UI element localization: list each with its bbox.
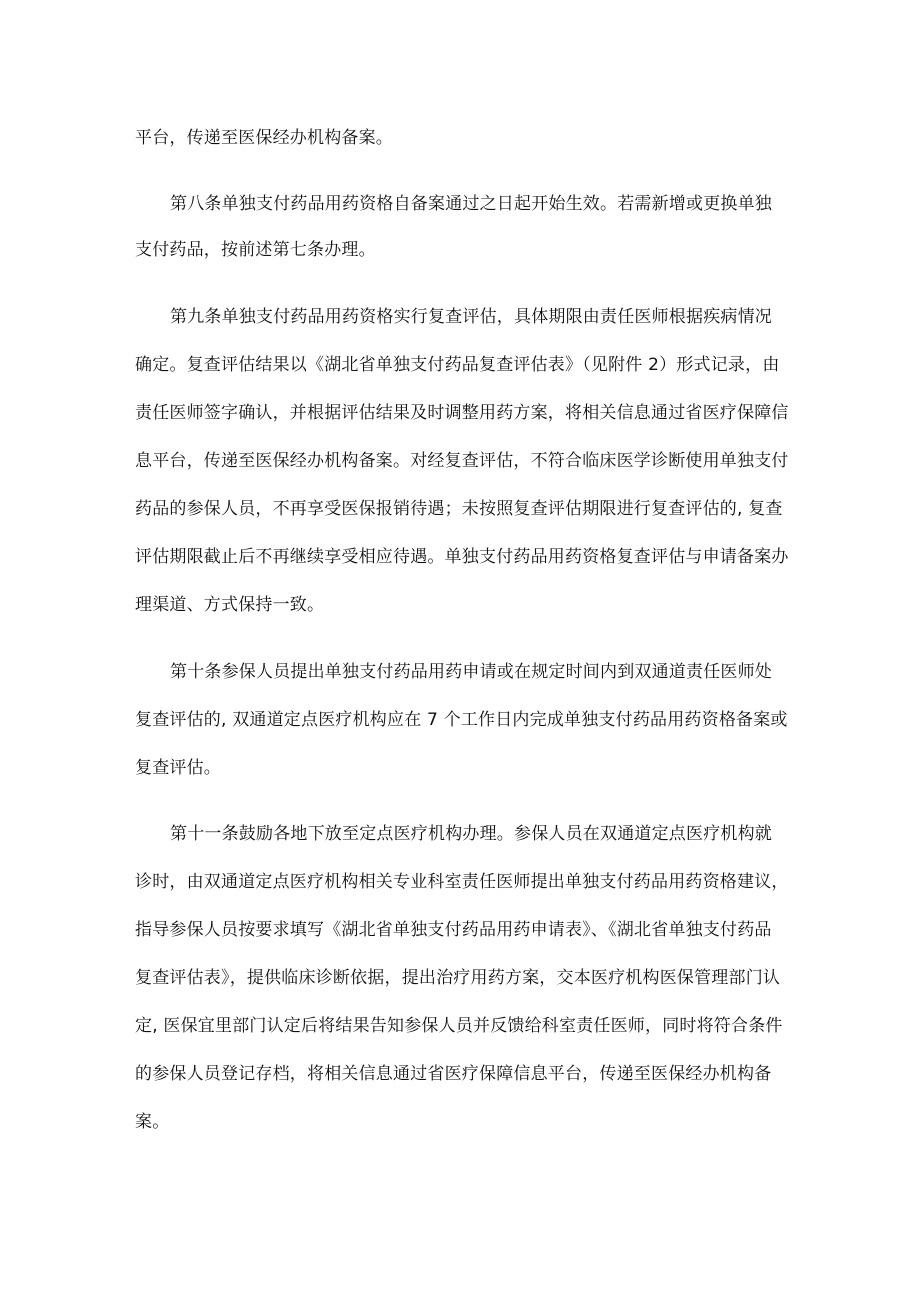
text-line: 评估期限截止后不再继续享受相应待遇。单独支付药品用药资格复查评估与申请备案办 <box>135 547 789 567</box>
text-line: 案。 <box>135 1112 170 1132</box>
text-line: 责任医师签字确认，并根据评估结果及时调整用药方案，将相关信息通过省医疗保障信 <box>135 403 789 423</box>
text-line: 平台，传递至医保经办机构备案。 <box>135 128 393 148</box>
text-line: 第十条参保人员提出单独支付药品用药申请或在规定时间内到双通道责任医师处 <box>170 662 772 682</box>
text-line: 定, 医保宜里部门认定后将结果告知参保人员并反馈给科室责任医师，同时将符合条件 <box>135 1016 783 1036</box>
text-line: 第九条单独支付药品用药资格实行复查评估，具体期限由责任医师根据疾病情况 <box>170 307 772 327</box>
text-line: 确定。复查评估结果以《湖北省单独支付药品复查评估表》（见附件 2）形式记录，由 <box>135 355 780 375</box>
text-line: 支付药品，按前述第七条办理。 <box>135 240 376 260</box>
text-line: 理渠道、方式保持一致。 <box>135 595 325 615</box>
text-line: 药品的参保人员，不再享受医保报销待遇；未按照复查评估期限进行复查评估的, 复查 <box>135 499 783 519</box>
text-line: 诊时，由双通道定点医疗机构相关专业科室责任医师提出单独支付药品用药资格建议， <box>135 872 789 892</box>
text-line: 复查评估表》，提供临床诊断依据，提出治疗用药方案，交本医疗机构医保管理部门认 <box>135 968 781 988</box>
text-line: 指导参保人员按要求填写《湖北省单独支付药品用药申请表》、《湖北省单独支付药品 <box>135 920 772 940</box>
text-line: 的参保人员登记存档，将相关信息通过省医疗保障信息平台，传递至医保经办机构备 <box>135 1064 772 1084</box>
text-line: 复查评估。 <box>135 758 221 778</box>
text-line: 复查评估的, 双通道定点医疗机构应在 7 个工作日内完成单独支付药品用药资格备案或 <box>135 710 788 730</box>
text-line: 第八条单独支付药品用药资格自备案通过之日起开始生效。若需新增或更换单独 <box>170 194 772 214</box>
text-line: 息平台，传递至医保经办机构备案。对经复查评估，不符合临床医学诊断使用单独支付 <box>135 451 789 471</box>
text-line: 第十一条鼓励各地下放至定点医疗机构办理。参保人员在双通道定点医疗机构就 <box>170 824 772 844</box>
